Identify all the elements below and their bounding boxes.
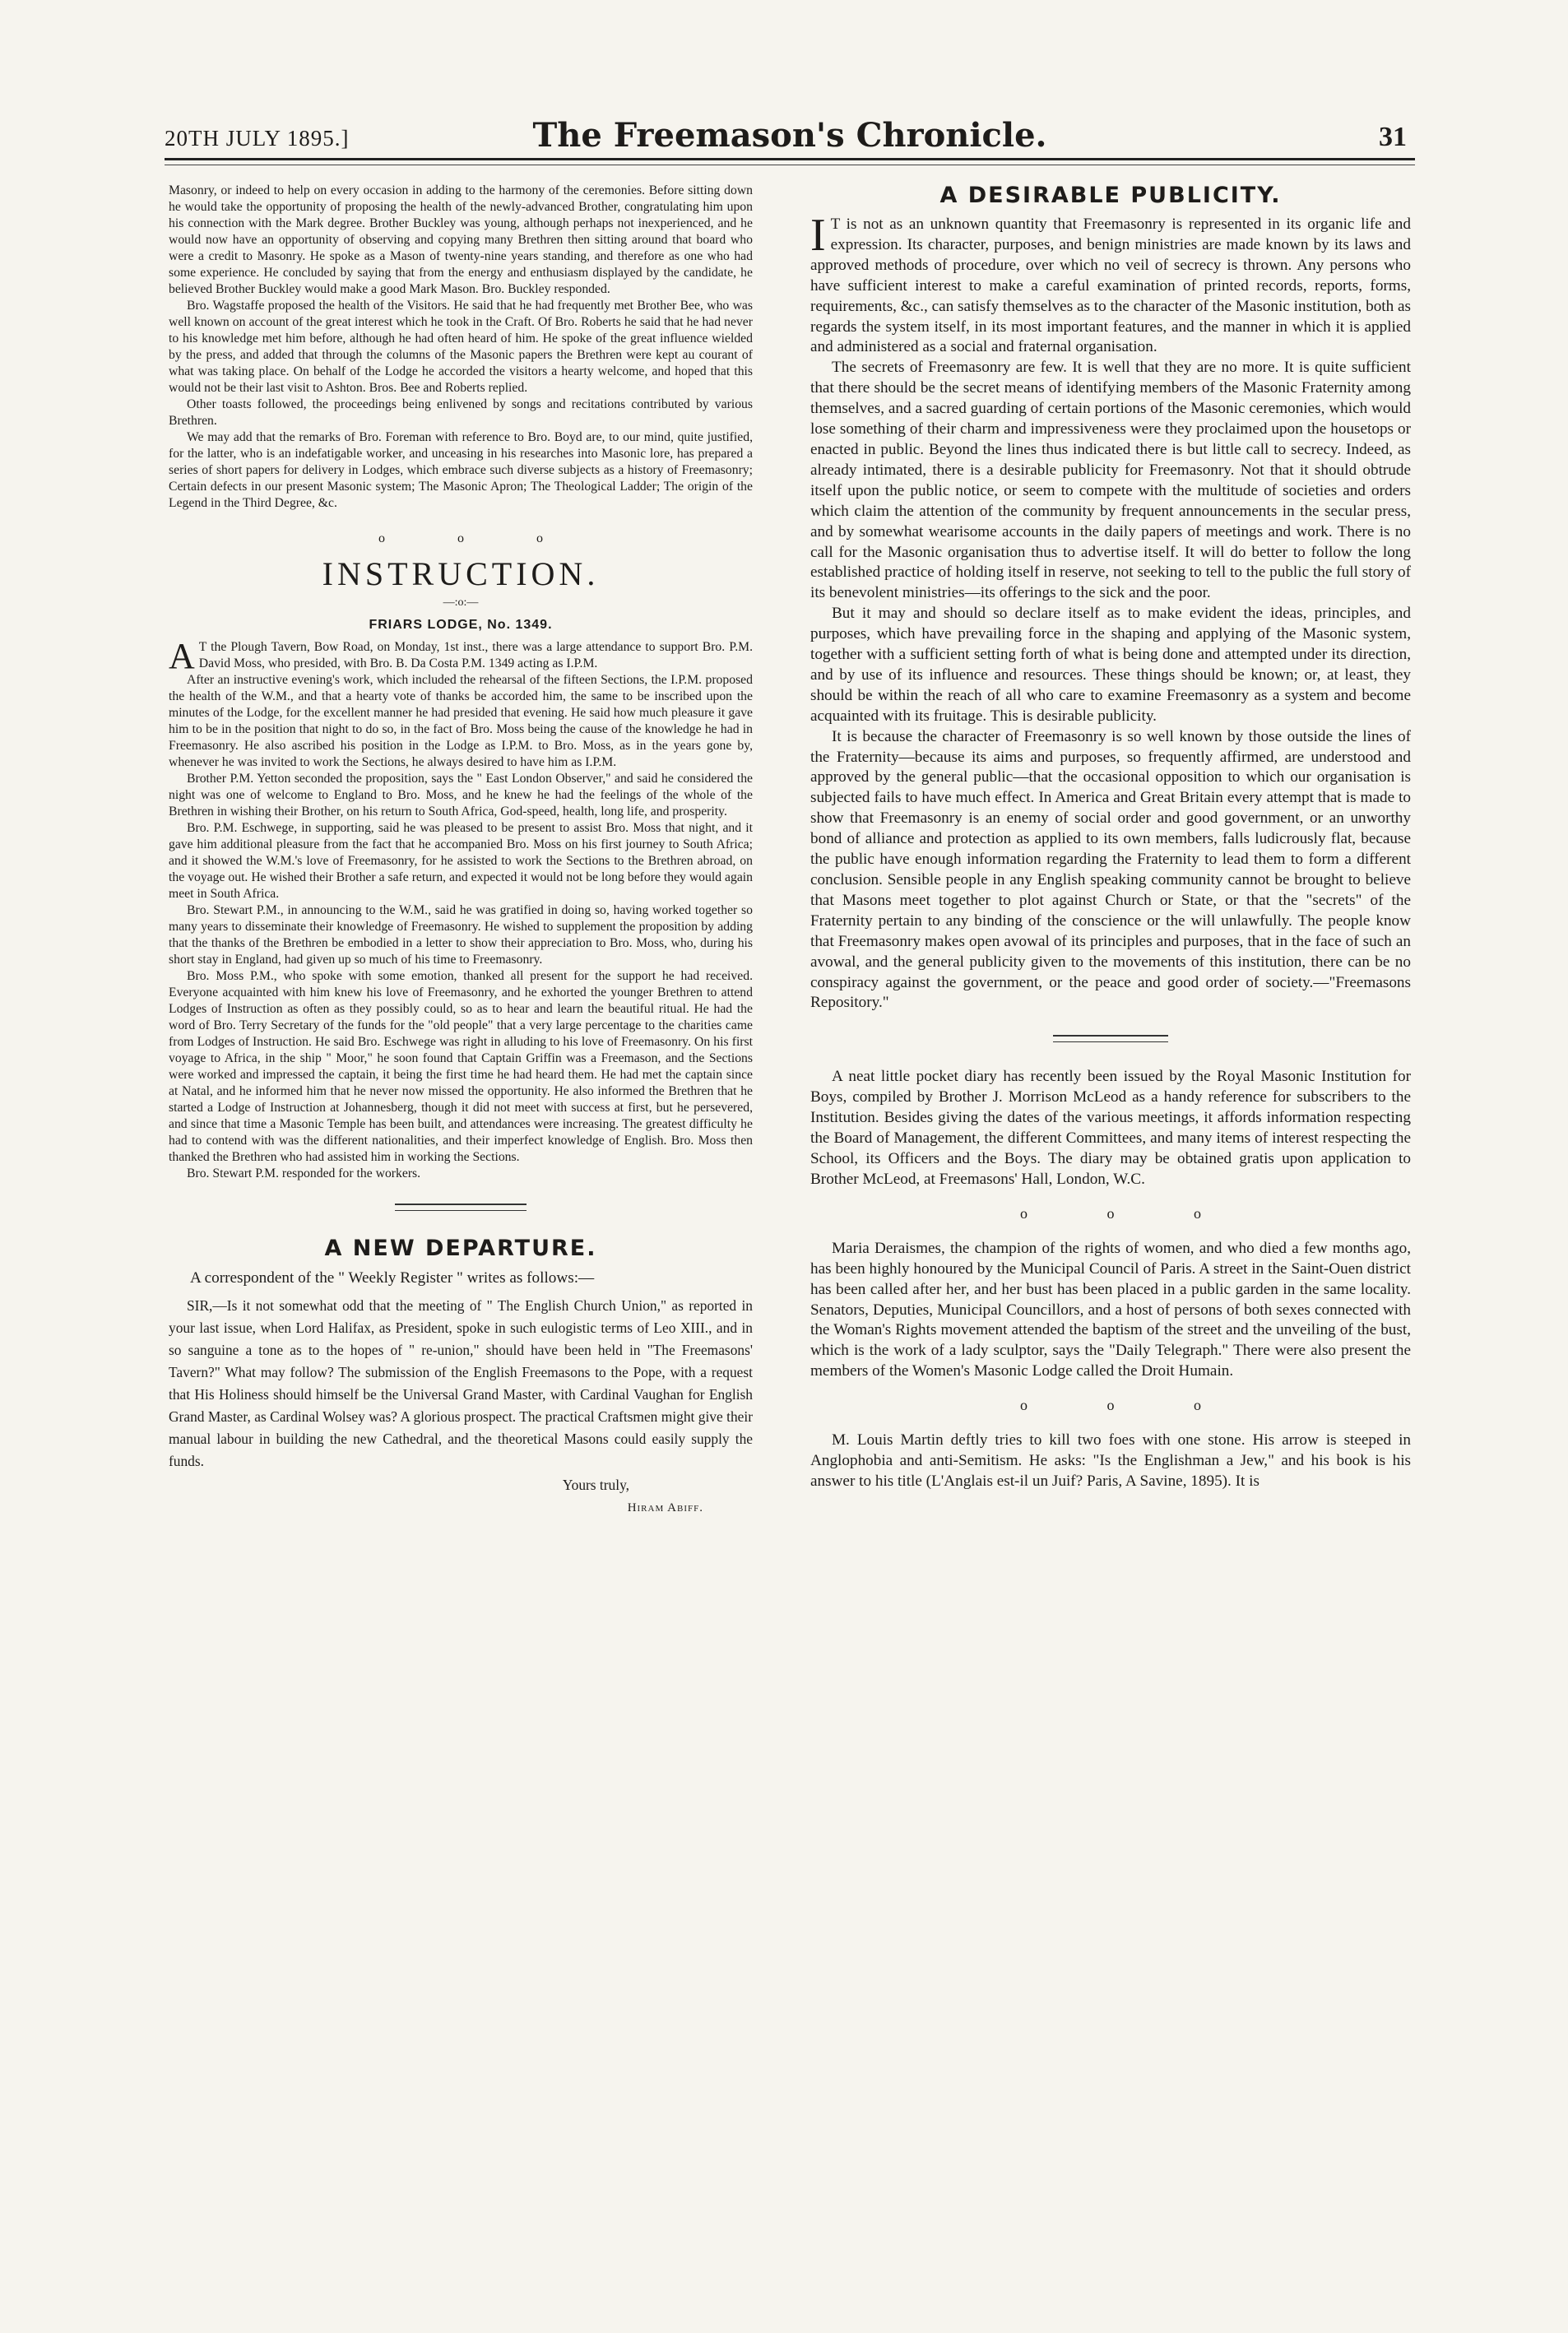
drop-cap: I xyxy=(810,210,826,261)
page-header xyxy=(165,117,1415,160)
continued-article xyxy=(169,183,753,512)
ornament-dash: —:o:— xyxy=(443,596,479,609)
paragraph: Bro. Wagstaffe proposed the health of the Visitors. He said that he had frequently met Brother Bee, who was well known on account of the great interest which he took in the Craft. Of Bro. Roberts he said that he had never to his knowledge met him before, although he had often heard of him. He spoke of the great influence wielded by the press, and added that through the columns of the Masonic papers the Brethren were kept au courant of what was taking place. On behalf of the Lodge he accorded the visitors a hearty welcome, and hoped that this would not be their last visit to Ashton. Bros. Bee and Roberts replied. xyxy=(169,299,753,395)
drop-cap: A xyxy=(169,636,195,676)
right-column xyxy=(810,183,1411,1492)
lodge-subheading: FRIARS LODGE, No. 1349. xyxy=(369,618,553,632)
paragraph: But it may and should so declare itself as to make evident the ideas, principles, and purposes, which have prevailing force in the shaping and applying of the Masonic system, together with a sufficient setting forth of what is being done and attempted under its direction, and by use of its influence and resources. These things should be known; or, at least, they should be within the reach of all who care to examine Freemasonry as a system and become acquainted with its fruitage. This is desirable publicity. xyxy=(810,605,1411,725)
paragraph: Bro. Moss P.M., who spoke with some emotion, thanked all present for the support he had received. Everyone acquainted with him knew his love of Freemasonry, and he exhorted the younger Brethren to attend Lodges of Instruction as often as they possibly could, so as to hear and learn the beautiful ritual. He had the word of Bro. Terry Secretary of the funds for the "old people" that a very large percentage to the charities came from Lodges of Instruction. He said Bro. Eschwege was right in alluding to his love of Freemasonry. On his first voyage to Africa, in the ship " Moor," he soon found that Captain Griffin was a Freemason, and the Sections were worked and impressed the captain, it being the first time he had heard them. He had met the captain since at Natal, and he informed him that he never now missed the opportunity. He also informed the Brethren that he started a Lodge of Instruction at Johannesberg, though it did not meet with success at first, but he persevered, and since that time a Masonic Temple has been built, and attendances were increasing. The greatest difficulty he had to contend with was the different nationalities, and their imperfect knowledge of English. Bro. Moss then thanked the Brethren who had assisted him in working the Sections. xyxy=(169,969,753,1164)
paragraph: The secrets of Freemasonry are few. It is well that they are no more. It is quite sufficient that there should be the secret means of identifying members of the Masonic Fraternity among themselves, and a sacred guarding of certain portions of the Masonic ceremonies, which would lose something of their charm and impressiveness were they proclaimed upon the housetops or enacted in public. Beyond the lines thus indicated there is but little call to secrecy. Indeed, as already intimated, there is a desirable publicity for Freemasonry. Not that it should obtrude itself upon the public notice, or seem to compete with the multitude of societies and orders which claim the attention of the community by frequent announcements in the secular press, and by somewhat wearisome accounts in the daily papers of meetings and work. There is no call for the Masonic organisation thus to advertise itself. It will do better to follow the long established practice of holding itself in reserve, not seeking to tell to the public the full story of its benevolent ministries—its offerings to the sick and the poor. xyxy=(810,359,1411,602)
martin-note xyxy=(810,1431,1411,1492)
paragraph: SIR,—Is it not somewhat odd that the meeting of " The English Church Union," as reported in your last issue, when Lord Halifax, as President, spoke in such eulogistic terms of Leo XIII., and in so sanguine a tone as to the hopes of " re-union," should have been held in "The Freemasons' Tavern?" What may follow? The submission of the English Freemasons to the Pope, with a request that His Holiness should himself be the Universal Grand Master, with Cardinal Vaughan for English Grand Master, as Cardinal Wolsey was? A glorious prospect. The practical Craftsmen might give their manual labour in building the new Cathedral, and the theoretical Masons could easily supply the funds. xyxy=(169,1297,753,1469)
diary-note xyxy=(810,1067,1411,1190)
paragraph: A correspondent of the " Weekly Register " writes as follows:— xyxy=(190,1269,595,1287)
header-page-number: 31 xyxy=(1379,122,1407,152)
header-title: The Freemason's Chronicle. xyxy=(532,116,1047,155)
instruction-article xyxy=(169,636,753,1182)
paragraph: Masonry, or indeed to help on every occasion in adding to the harmony of the ceremonies. Before sitting down he would take the opportunity of proposing the health of the newly-advanced Brother, congratulating him upon his connection with the Mark degree. Brother Buckley was young, although perhaps not inexperienced, and he would now have an opportunity of observing and copying many Brethren then sitting around that board who were a credit to Masonry. He spoke as a Mason of twenty-nine years standing, and therefore as one who had some experience. He concluded by saying that from the energy and enthusiasm displayed by the candidate, he believed Brother Buckley would make a good Mark Mason. Bro. Buckley responded. xyxy=(169,183,753,296)
paragraph: A neat little pocket diary has recently been issued by the Royal Masonic Institution for Boys, compiled by Brother J. Morrison McLeod as a handy reference for subscribers to the Institution. Besides giving the dates of the various meetings, it affords information respecting the Board of Management, the different Committees, and many items of interest respecting the School, its Officers and the Boys. The diary may be obtained gratis upon application to Brother McLeod, at Freemasons' Hall, London, W.C. xyxy=(810,1068,1411,1188)
publicity-heading: A DESIRABLE PUBLICITY. xyxy=(939,183,1282,208)
departure-intro xyxy=(169,1268,753,1288)
paragraph xyxy=(169,636,753,676)
section-dots: o o o xyxy=(378,531,578,545)
paragraph: Bro. Stewart P.M. responded for the workers. xyxy=(187,1166,421,1180)
paragraph: Other toasts followed, the proceedings being enlivened by songs and recitations contributed by various Brethren. xyxy=(169,397,753,428)
deraismes-note xyxy=(810,1239,1411,1382)
paragraph: Maria Deraismes, the champion of the rights of women, and who died a few months ago, has been highly honoured by the Municipal Council of Paris. A street in the Saint-Ouen district has been called after her, and her bust has been placed in a public garden in the same locality. Senators, Deputies, Municipal Councillors, and a host of persons of both sexes connected with the Woman's Rights movement attended the baptism of the street and the unveiling of the bust, which is the work of a lady sculptor, says the "Daily Telegraph." There were also present the members of the Women's Masonic Lodge called the Droit Humain. xyxy=(810,1239,1411,1380)
paragraph: Bro. P.M. Eschwege, in supporting, said he was pleased to be present to assist Bro. Moss that night, and it gave him additional pleasure from the fact that he accompanied Bro. Moss on his first journey to South Africa; and it showed the W.M.'s love of Freemasonry, for he assisted to work the Sections to the Brethren abroad, on the voyage out. He wished their Brother a safe return, and expected it would not be long before they would again meet in South Africa. xyxy=(169,821,753,901)
publicity-article xyxy=(810,210,1411,1013)
left-column xyxy=(169,183,753,1519)
departure-heading: A NEW DEPARTURE. xyxy=(324,1236,597,1261)
paragraph: We may add that the remarks of Bro. Foreman with reference to Bro. Boyd are, to our mind, quite justified, for the latter, who is an indefatigable worker, and unceasing in his researches into Masonic lore, has prepared a series of short papers for delivery in Lodges, which embrace such diverse subjects as a history of Freemasonry; Certain defects in our present Masonic system; The Masonic Apron; The Theological Ladder; The origin of the Legend in the Third Degree, &c. xyxy=(169,430,753,510)
letter-closing: Yours truly, xyxy=(562,1477,629,1493)
letter-signature: Hiram Abiff. xyxy=(627,1501,703,1514)
section-divider xyxy=(1053,1035,1168,1042)
paragraph-text: T the Plough Tavern, Bow Road, on Monday, 1st inst., there was a large attendance to support Bro. P.M. David Moss, who presided, with Bro. B. Da Costa P.M. 1349 acting as I.P.M. xyxy=(198,640,753,670)
instruction-heading: INSTRUCTION. xyxy=(322,555,600,592)
paragraph: After an instructive evening's work, which included the rehearsal of the fifteen Sections, the I.P.M. proposed the health of the W.M., and that a hearty vote of thanks be accorded him, the same to be inscribed upon the minutes of the Lodge, for the excellent manner he had presided that evening. He said how much pleasure it gave him to be in the position that night to do so, in the fact of Bro. Moss being the cause of the knowledge he had in Freemasonry. He also ascribed his position in the Lodge as I.P.M. to Bro. Moss, as in the years gone by, whenever he was invited to work the Sections, he always desired to have him as I.P.M. xyxy=(169,673,753,769)
paragraph: M. Louis Martin deftly tries to kill two foes with one stone. His arrow is steeped in Anglophobia and anti-Semitism. He asks: "Is the Englishman a Jew," and his book is his answer to his title (L'Anglais est-il un Juif? Paris, A Savine, 1895). It is xyxy=(810,1431,1411,1490)
paragraph: Brother P.M. Yetton seconded the proposition, says the " East London Observer," and said he considered the night was one of welcome to England to Bro. Moss, and he knew he had the feelings of the whole of the Brethren in wishing their Brother, on his return to South Africa, God-speed, health, long life, and prosperity. xyxy=(169,772,753,819)
departure-letter xyxy=(169,1295,753,1473)
header-date: 20TH JULY 1895.] xyxy=(165,126,350,151)
paragraph: It is because the character of Freemasonry is so well known by those outside the lines of the Fraternity—because its aims and purposes, so frequently affirmed, are understood and approved by the general public—that the occasional opposition to which our organisation is subjected fails to have much effect. In America and Great Britain every attempt that is made to show that Freemasonry is an enemy of social order and good government, or an unworthy bond of alliance and protection as applied to its own members, falls ludicrously flat, because the public have enough information regarding the Fraternity to lead them to form a different conclusion. Sensible people in any English speaking community cannot be brought to believe that Masons meet together to plot against Church or State, or that the "secrets" of the Fraternity pertain to any binding of the conscience or the will unlawfully. The people know that Freemasonry makes open avowal of its principles and purposes, that in the face of such an avowal, and the general publicity given to the movements of this institution, there can be no conspiracy against the government, or the peace and good order of society.—"Freemasons Repository." xyxy=(810,727,1411,1012)
paragraph: Bro. Stewart P.M., in announcing to the W.M., said he was gratified in doing so, having worked together so many years to disseminate their knowledge of Freemasonry. He wished to supplement the proposition by adding that the thanks of the Brethren be embodied in a letter to show their appreciation to Bro. Moss, who, during his short stay in England, had given up so much of his time to Freemasonry. xyxy=(169,903,753,967)
section-divider xyxy=(395,1204,527,1211)
paragraph-text: T is not as an unknown quantity that Freemasonry is represented in its organic life and expression. Its character, purposes, and benign ministries are made known by its laws and approved methods of procedure, over which no veil of secrecy is thrown. Any persons who have sufficient interest to make a careful examination of printed records, reports, forms, requirements, &c., can satisfy themselves as to the character of the Masonic institution, both as regards the system itself, in its most important features, and the manner in which it is applied and administered as a social and fraternal organisation. xyxy=(810,216,1411,356)
section-dots: o o o xyxy=(1020,1397,1239,1414)
paragraph xyxy=(810,210,1411,358)
section-dots: o o o xyxy=(1020,1204,1239,1222)
